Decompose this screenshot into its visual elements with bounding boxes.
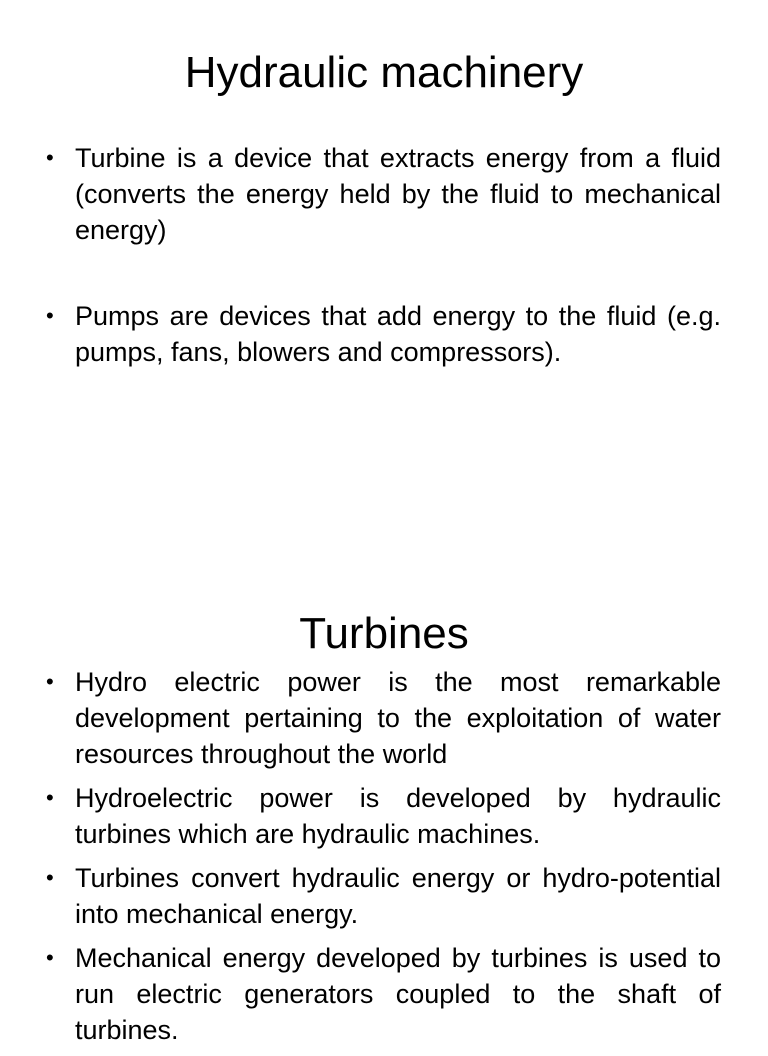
- bullet-text: Turbine is a device that extracts energy from a fluid (converts the energy held by the fluid to mechanical energy): [75, 143, 721, 245]
- bullet-item: [46, 860, 721, 932]
- bullet-list: [46, 140, 721, 420]
- slide-title: Turbines: [299, 609, 469, 658]
- bullet-item: [46, 780, 721, 852]
- bullet-icon: •: [46, 945, 54, 970]
- bullet-list: [46, 664, 721, 1056]
- bullet-item: [46, 664, 721, 772]
- bullet-icon: •: [46, 669, 54, 694]
- bullet-text: Hydro electric power is the most remarkable development pertaining to the exploitation of water resources throughout the world: [75, 667, 721, 769]
- bullet-icon: •: [46, 303, 54, 328]
- bullet-item: [46, 298, 721, 370]
- slide-turbines: [0, 560, 768, 1045]
- bullet-icon: •: [46, 865, 54, 890]
- bullet-text: Turbines convert hydraulic energy or hydro-potential into mechanical energy.: [75, 863, 721, 929]
- slide-title: Hydraulic machinery: [184, 48, 584, 97]
- bullet-item: [46, 940, 721, 1048]
- bullet-text: Hydroelectric power is developed by hydraulic turbines which are hydraulic machines.: [75, 783, 721, 849]
- bullet-text: Mechanical energy developed by turbines is used to run electric generators coupled to the shaft of turbines.: [75, 943, 721, 1045]
- bullet-text: Pumps are devices that add energy to the fluid (e.g. pumps, fans, blowers and compressors).: [75, 301, 721, 367]
- bullet-icon: •: [46, 785, 54, 810]
- bullet-icon: •: [46, 145, 54, 170]
- bullet-item: [46, 140, 721, 248]
